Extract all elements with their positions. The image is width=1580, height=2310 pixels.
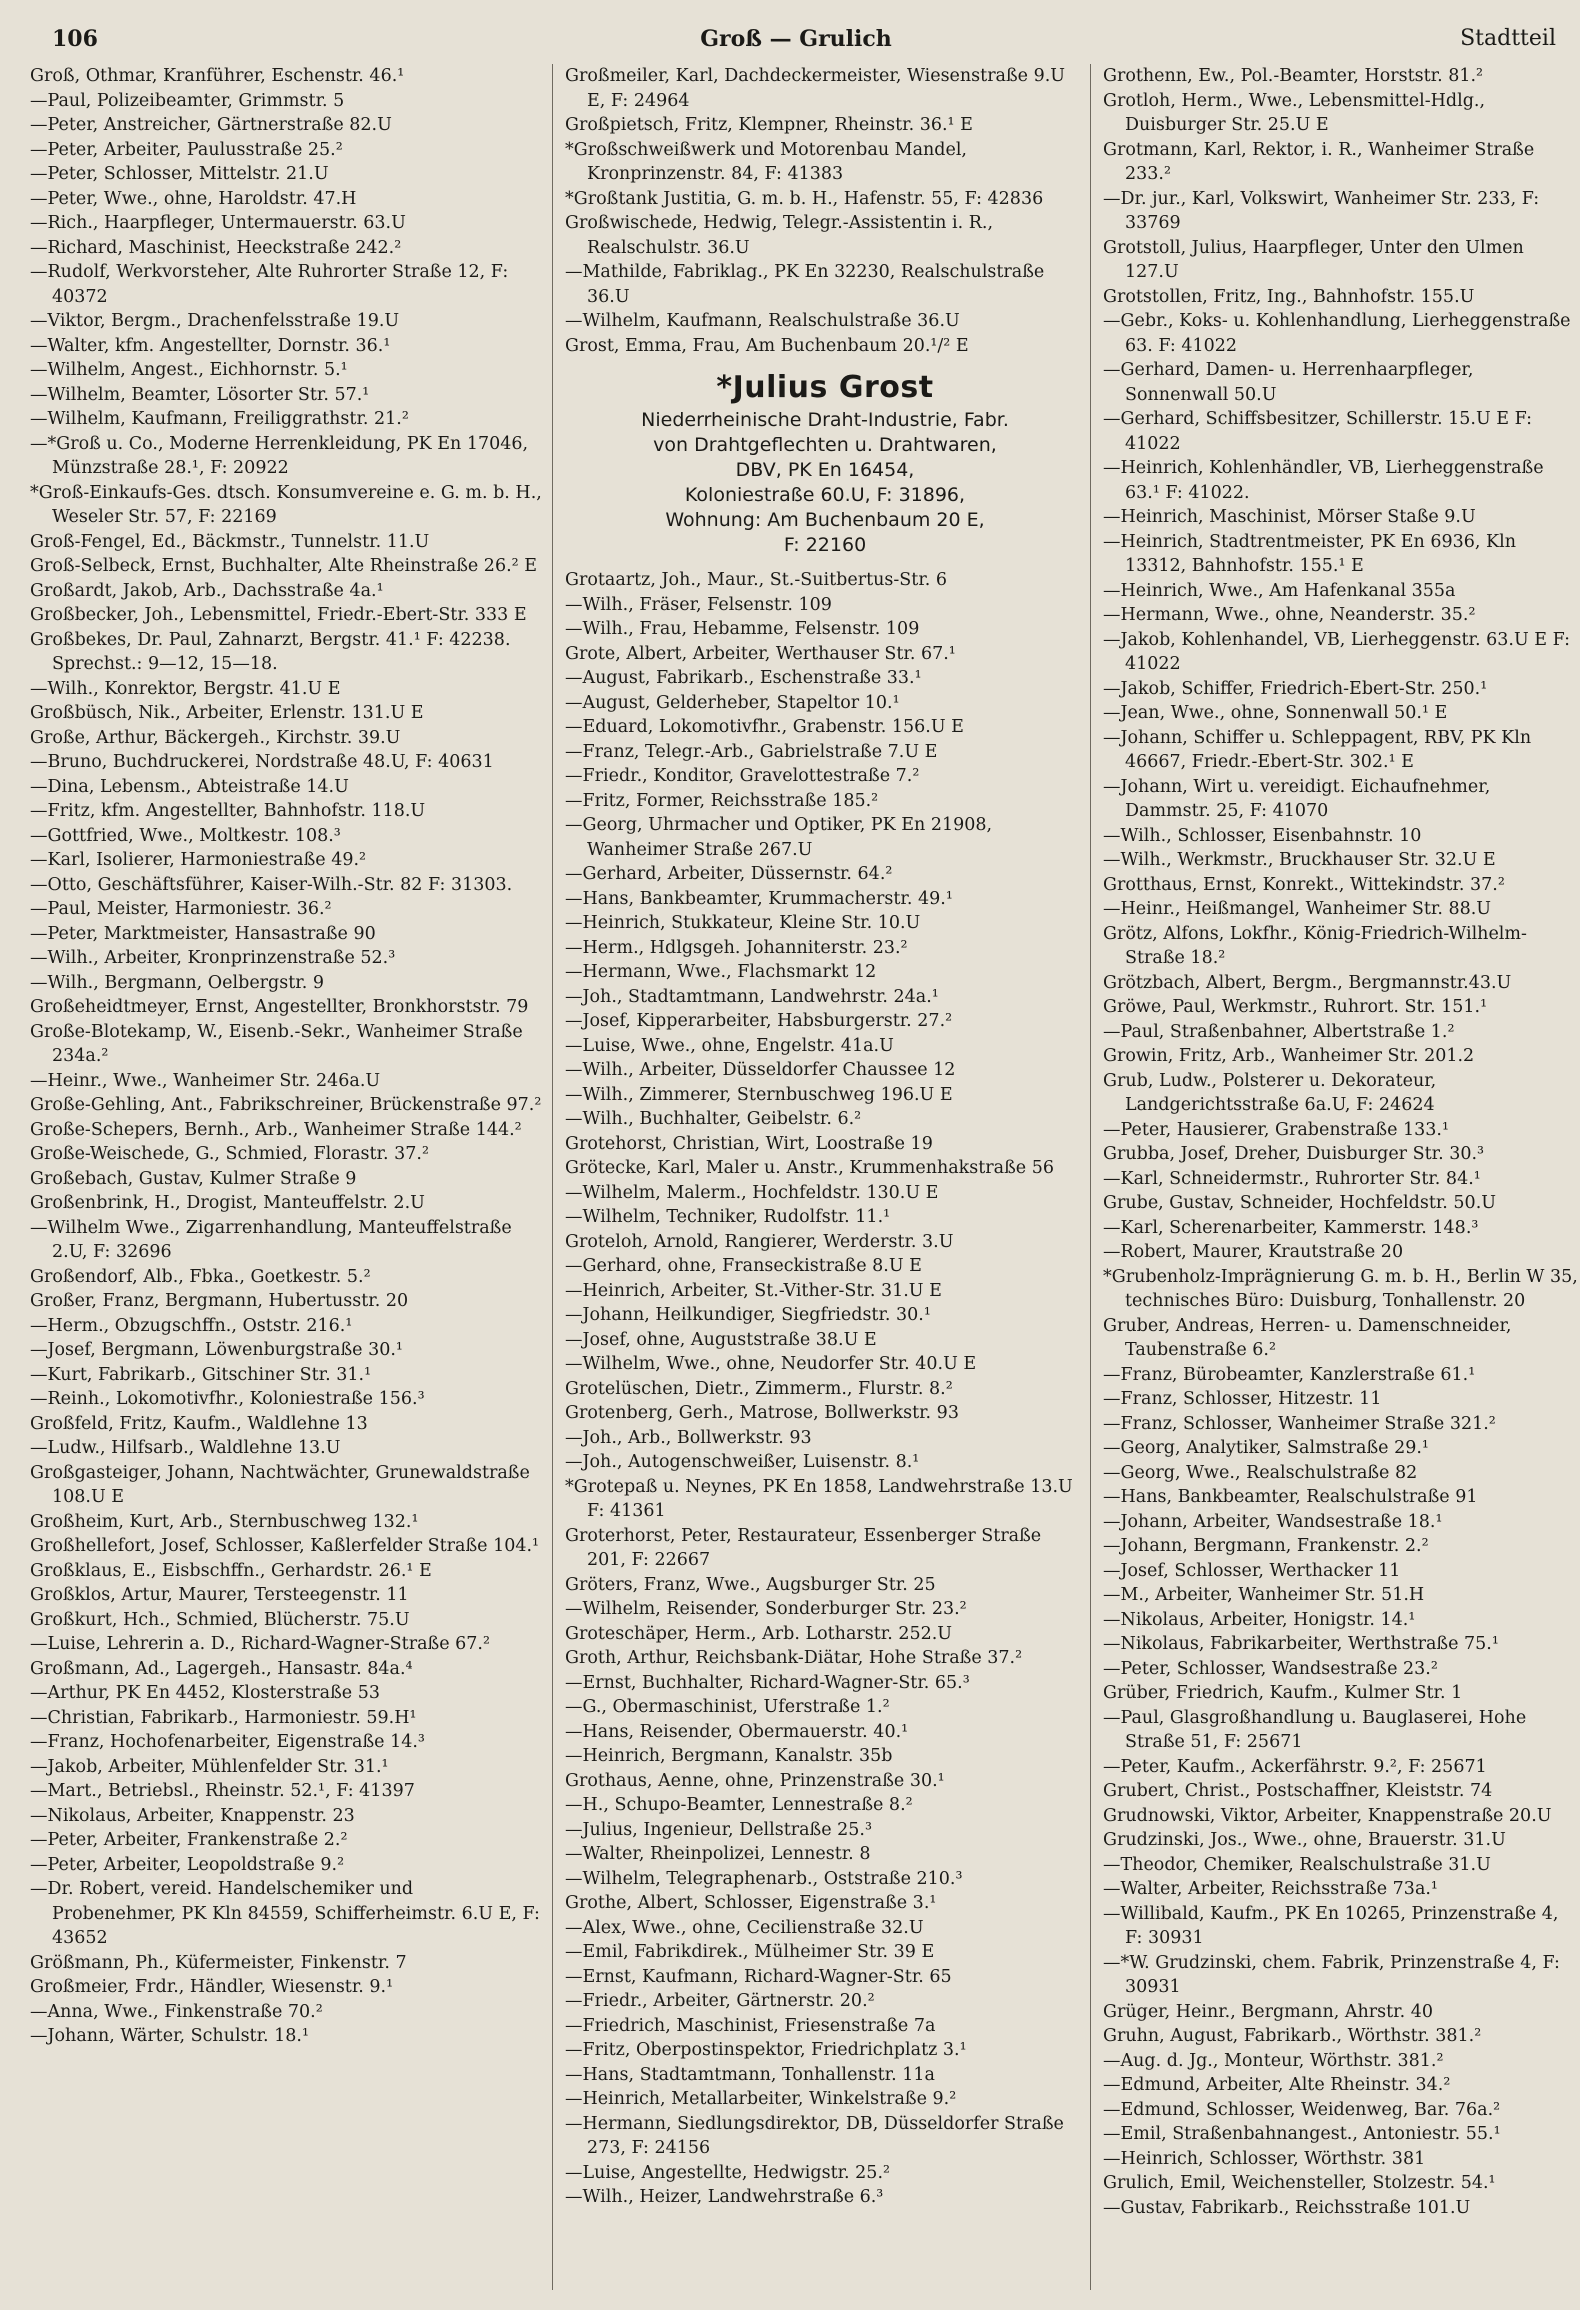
directory-entry: —Wilh., Schlosser, Eisenbahnstr. 10 — [1103, 825, 1422, 846]
directory-entry: —Emil, Fabrikdirek., Mülheimer Str. 39 E — [565, 1942, 935, 1962]
directory-entry: —Nikolaus, Fabrikarbeiter, Werthstraße 75.¹ — [1103, 1634, 1499, 1654]
directory-entry: —Wilh., Buchhalter, Geibelstr. 6.² — [565, 1109, 862, 1129]
entry-list-2b — [565, 568, 1085, 2210]
directory-entry: —Luise, Angestellte, Hedwigstr. 25.² — [565, 2162, 891, 2183]
directory-entry: —Josef, Schlosser, Werthacker 11 — [1103, 1560, 1401, 1581]
directory-entry: —Gerhard, Schiffsbesitzer, Schillerstr. 15.U E F: 41022 — [1103, 409, 1533, 454]
directory-entry: Großmeier, Frdr., Händler, Wiesenstr. 9.¹ — [30, 1977, 394, 1997]
directory-entry: —August, Fabrikarb., Eschenstraße 33.¹ — [565, 668, 922, 688]
column-3 — [1090, 64, 1579, 2290]
directory-entry: Groß-Fengel, Ed., Bäckmstr., Tunnelstr. 11.U — [30, 531, 430, 552]
directory-entry: Großenbrink, H., Drogist, Manteuffelstr. 2.U — [30, 1193, 425, 1213]
directory-entry: —Rudolf, Werkvorsteher, Alte Ruhrorter Straße 12, F: 40372 — [30, 262, 509, 307]
directory-entry: —Emil, Straßenbahnangest., Antoniestr. 55.¹ — [1103, 2124, 1501, 2144]
directory-entry: —Franz, Bürobeamter, Kanzlerstraße 61.¹ — [1103, 1364, 1476, 1385]
directory-entry: —Johann, Wirt u. vereidigt. Eichaufnehmer, Dammstr. 25, F: 41070 — [1103, 776, 1491, 821]
directory-entry: —Mathilde, Fabriklag., PK En 32230, Realschulstraße 36.U — [565, 262, 1045, 307]
directory-entry: —Gustav, Fabrikarb., Reichsstraße 101.U — [1103, 2197, 1471, 2218]
directory-entry: —Heinrich, Bergmann, Kanalstr. 35b — [565, 1746, 893, 1766]
directory-entry: Größmann, Ph., Küfermeister, Finkenstr. 7 — [30, 1952, 407, 1973]
directory-entry: —Franz, Telegr.-Arb., Gabrielstraße 7.U E — [565, 741, 938, 762]
directory-entry: —Peter, Kaufm., Ackerfährstr. 9.², F: 25671 — [1103, 1756, 1487, 1777]
directory-entry: Groterhorst, Peter, Restaurateur, Essenberger Straße 201, F: 22667 — [565, 1525, 1042, 1570]
directory-entry: —Herm., Hdlgsgeh. Johanniterstr. 23.² — [565, 937, 908, 958]
directory-entry: —Willibald, Kaufm., PK En 10265, Prinzenstraße 4, F: 30931 — [1103, 1903, 1559, 1948]
directory-entry: Großfeld, Fritz, Kaufm., Waldlehne 13 — [30, 1413, 368, 1434]
directory-entry: —Friedrich, Maschinist, Friesenstraße 7a — [565, 2015, 936, 2036]
directory-entry: —Julius, Ingenieur, Dellstraße 25.³ — [565, 1819, 873, 1840]
directory-entry: —Peter, Marktmeister, Hansastraße 90 — [30, 923, 376, 944]
directory-entry: Große-Weischede, G., Schmied, Florastr. 37.² — [30, 1144, 429, 1164]
directory-entry: Großbüsch, Nik., Arbeiter, Erlenstr. 131.U E — [30, 703, 424, 723]
directory-entry: —Wilhelm, Techniker, Rudolfstr. 11.¹ — [565, 1207, 891, 1227]
directory-entry: —Gerhard, Arbeiter, Düssernstr. 64.² — [565, 864, 893, 884]
directory-entry: —Friedr., Arbeiter, Gärtnerstr. 20.² — [565, 1991, 875, 2011]
directory-entry: Grotmann, Karl, Rektor, i. R., Wanheimer Straße 233.² — [1103, 139, 1535, 184]
directory-entry: —Reinh., Lokomotivfhr., Koloniestraße 156.³ — [30, 1389, 425, 1409]
directory-entry: Grotenberg, Gerh., Matrose, Bollwerkstr. 93 — [565, 1403, 959, 1423]
directory-entry: Grötecke, Karl, Maler u. Anstr., Krummenhakstraße 56 — [565, 1158, 1054, 1178]
directory-entry: —Heinrich, Stadtrentmeister, PK En 6936, Kln 13312, Bahnhofstr. 155.¹ E — [1103, 531, 1516, 576]
entry-list-3 — [1103, 64, 1579, 2220]
directory-entry: —Wilh., Fräser, Felsenstr. 109 — [565, 594, 832, 615]
directory-entry: Großbekes, Dr. Paul, Zahnarzt, Bergstr. 41.¹ F: 42238. Sprechst.: 9—12, 15—18. — [30, 629, 511, 674]
directory-entry: —Jakob, Arbeiter, Mühlenfelder Str. 31.¹ — [30, 1756, 389, 1777]
directory-entry: Großhellefort, Josef, Schlosser, Kaßlerfelder Straße 104.¹ — [30, 1536, 540, 1556]
directory-entry: —Hans, Bankbeamter, Krummacherstr. 49.¹ — [565, 888, 953, 909]
directory-entry: Grotaartz, Joh., Maur., St.-Suitbertus-Str. 6 — [565, 570, 948, 590]
directory-entry: —Heinrich, Metallarbeiter, Winkelstraße 9.² — [565, 2089, 957, 2109]
directory-entry: —Walter, Arbeiter, Reichsstraße 73a.¹ — [1103, 1879, 1438, 1899]
directory-entry: *Großtank Justitia, G. m. b. H., Hafenstr. 55, F: 42836 — [565, 188, 1044, 209]
directory-entry: Grulich, Emil, Weichensteller, Stolzestr. 54.¹ — [1103, 2173, 1496, 2193]
directory-entry: —Paul, Glasgroßhandlung u. Bauglaserei, Hohe Straße 51, F: 25671 — [1103, 1707, 1527, 1752]
directory-entry: *Großschweißwerk und Motorenbau Mandel, Kronprinzenstr. 84, F: 41383 — [565, 139, 967, 184]
directory-entry: —Hans, Reisender, Obermauerstr. 40.¹ — [565, 1721, 909, 1742]
directory-entry: —Georg, Wwe., Realschulstraße 82 — [1103, 1462, 1418, 1483]
directory-entry: Gröters, Franz, Wwe., Augsburger Str. 25 — [565, 1574, 936, 1595]
directory-entry: Groß, Othmar, Kranführer, Eschenstr. 46.¹ — [30, 66, 405, 86]
directory-entry: —Nikolaus, Arbeiter, Honigstr. 14.¹ — [1103, 1609, 1416, 1630]
directory-entry: Grubert, Christ., Postschaffner, Kleiststr. 74 — [1103, 1781, 1493, 1801]
directory-entry: Große-Blotekamp, W., Eisenb.-Sekr., Wanheimer Straße 234a.² — [30, 1021, 523, 1066]
directory-entry: —Rich., Haarpfleger, Untermauerstr. 63.U — [30, 213, 406, 233]
directory-entry: Großklaus, E., Eisbschffn., Gerhardstr. 26.¹ E — [30, 1560, 432, 1581]
directory-entry: —Ludw., Hilfsarb., Waldlehne 13.U — [30, 1438, 341, 1458]
directory-entry: —Joh., Autogenschweißer, Luisenstr. 8.¹ — [565, 1452, 920, 1472]
directory-entry: —Peter, Anstreicher, Gärtnerstraße 82.U — [30, 115, 392, 135]
entry-list-1 — [30, 64, 542, 2049]
directory-entry: —Peter, Arbeiter, Frankenstraße 2.² — [30, 1830, 348, 1850]
directory-entry: —Jakob, Kohlenhandel, VB, Lierheggenstr. 63.U E F: 41022 — [1103, 629, 1571, 674]
directory-entry: —Gottfried, Wwe., Moltkestr. 108.³ — [30, 825, 341, 846]
directory-entry: —Wilhelm, Telegraphenarb., Oststraße 210.³ — [565, 1868, 963, 1889]
directory-entry: —Richard, Maschinist, Heeckstraße 242.² — [30, 237, 402, 258]
directory-entry: —Joh., Stadtamtmann, Landwehrstr. 24a.¹ — [565, 986, 939, 1007]
directory-entry: Gruhn, August, Fabrikarb., Wörthstr. 381.² — [1103, 2026, 1482, 2046]
directory-entry: —Karl, Schneidermstr., Ruhrorter Str. 84.¹ — [1103, 1168, 1481, 1189]
advertisement-julius-grost — [565, 368, 1085, 558]
directory-entry: —Dr. jur., Karl, Volkswirt, Wanheimer Str. 233, F: 33769 — [1103, 188, 1540, 233]
directory-entry: —Georg, Analytiker, Salmstraße 29.¹ — [1103, 1438, 1429, 1458]
directory-entry: Grotstollen, Fritz, Ing., Bahnhofstr. 155.U — [1103, 286, 1475, 307]
directory-entry: —Paul, Straßenbahner, Albertstraße 1.² — [1103, 1021, 1455, 1042]
directory-entry: Grotehorst, Christian, Wirt, Loostraße 19 — [565, 1133, 933, 1154]
directory-entry: —Peter, Wwe., ohne, Haroldstr. 47.H — [30, 188, 357, 209]
directory-entry: Grub, Ludw., Polsterer u. Dekorateur, Landgerichtsstraße 6a.U, F: 24624 — [1103, 1070, 1437, 1115]
directory-entry: —Mart., Betriebsl., Rheinstr. 52.¹, F: 41397 — [30, 1781, 415, 1801]
directory-entry: —Anna, Wwe., Finkenstraße 70.² — [30, 2001, 323, 2022]
directory-entry: Großmeiler, Karl, Dachdeckermeister, Wiesenstraße 9.U E, F: 24964 — [565, 66, 1066, 111]
ad-line-3: DBV, PK En 16454, — [735, 459, 915, 481]
directory-entry: Großeheidtmeyer, Ernst, Angestellter, Bronkhorststr. 79 — [30, 997, 529, 1017]
directory-entry: —Wilhelm, Beamter, Lösorter Str. 57.¹ — [30, 384, 370, 405]
directory-entry: —Heinr., Heißmangel, Wanheimer Str. 88.U — [1103, 899, 1492, 919]
directory-entry: —Jean, Wwe., ohne, Sonnenwall 50.¹ E — [1103, 703, 1448, 723]
directory-entry: —Nikolaus, Arbeiter, Knappenstr. 23 — [30, 1805, 355, 1826]
directory-entry: Grötz, Alfons, Lokfhr., König-Friedrich-Wilhelm-Straße 18.² — [1103, 923, 1527, 968]
directory-entry: Große-Schepers, Bernh., Arb., Wanheimer Straße 144.² — [30, 1119, 522, 1140]
directory-entry: Grudnowski, Viktor, Arbeiter, Knappenstraße 20.U — [1103, 1805, 1552, 1826]
directory-entry: —Josef, Kipperarbeiter, Habsburgerstr. 27.² — [565, 1011, 953, 1031]
page-header — [36, 26, 1556, 56]
directory-entry: —Otto, Geschäftsführer, Kaiser-Wilh.-Str. 82 F: 31303. — [30, 874, 513, 895]
page-number: 106 — [52, 26, 98, 52]
directory-entry: —Viktor, Bergm., Drachenfelsstraße 19.U — [30, 311, 400, 331]
directory-entry: —Franz, Schlosser, Hitzestr. 11 — [1103, 1389, 1382, 1409]
directory-entry: —Arthur, PK En 4452, Klosterstraße 53 — [30, 1683, 380, 1703]
directory-entry: —Johann, Wärter, Schulstr. 18.¹ — [30, 2026, 310, 2046]
directory-entry: —Georg, Uhrmacher und Optiker, PK En 21908, Wanheimer Straße 267.U — [565, 815, 993, 860]
directory-entry: —Hermann, Wwe., ohne, Neanderstr. 35.² — [1103, 605, 1476, 625]
directory-entry: —Wilh., Konrektor, Bergstr. 41.U E — [30, 678, 341, 699]
directory-entry: —Wilh., Werkmstr., Bruckhauser Str. 32.U E — [1103, 850, 1496, 870]
directory-entry: Grost, Emma, Frau, Am Buchenbaum 20.¹/² E — [565, 335, 969, 356]
directory-entry: —Wilh., Frau, Hebamme, Felsenstr. 109 — [565, 619, 920, 639]
directory-entry: Groth, Arthur, Reichsbank-Diätar, Hohe Straße 37.² — [565, 1648, 1023, 1668]
directory-entry: *Grotepaß u. Neynes, PK En 1858, Landwehrstraße 13.U F: 41361 — [565, 1476, 1073, 1521]
directory-entry: —M., Arbeiter, Wanheimer Str. 51.H — [1103, 1585, 1425, 1605]
directory-entry: Großheim, Kurt, Arb., Sternbuschweg 132.¹ — [30, 1511, 419, 1532]
directory-entry: Großmann, Ad., Lagergeh., Hansastr. 84a.⁴ — [30, 1658, 413, 1679]
directory-entry: —Alex, Wwe., ohne, Cecilienstraße 32.U — [565, 1917, 924, 1938]
directory-columns — [30, 64, 1578, 2290]
directory-entry: Großwischede, Hedwig, Telegr.-Assistentin i. R., Realschulstr. 36.U — [565, 213, 994, 258]
directory-entry: Große, Arthur, Bäckergeh., Kirchstr. 39.U — [30, 727, 401, 748]
directory-entry: —Wilh., Zimmerer, Sternbuschweg 196.U E — [565, 1084, 953, 1105]
directory-entry: Grube, Gustav, Schneider, Hochfeldstr. 50.U — [1103, 1193, 1497, 1213]
directory-entry: —Peter, Arbeiter, Leopoldstraße 9.² — [30, 1854, 345, 1875]
directory-entry: —Wilh., Heizer, Landwehrstraße 6.³ — [565, 2187, 884, 2207]
ad-line-4: Koloniestraße 60.U, F: 31896, — [684, 484, 966, 506]
column-1 — [30, 64, 542, 2290]
directory-entry: Grubba, Josef, Dreher, Duisburger Str. 30.³ — [1103, 1144, 1485, 1164]
directory-entry: Großgasteiger, Johann, Nachtwächter, Grunewaldstraße 108.U E — [30, 1462, 530, 1507]
directory-entry: —Wilhelm, Angest., Eichhornstr. 5.¹ — [30, 360, 348, 380]
directory-entry: —Hermann, Siedlungsdirektor, DB, Düsseldorfer Straße 273, F: 24156 — [565, 2113, 1064, 2158]
directory-entry: —Walter, Rheinpolizei, Lennestr. 8 — [565, 1844, 871, 1864]
directory-entry: Gröwe, Paul, Werkmstr., Ruhrort. Str. 151.¹ — [1103, 997, 1488, 1017]
directory-entry: Großendorf, Alb., Fbka., Goetkestr. 5.² — [30, 1266, 371, 1287]
column-2 — [552, 64, 1085, 2290]
directory-entry: —Fritz, Former, Reichsstraße 185.² — [565, 790, 879, 811]
directory-entry: —Johann, Heilkundiger, Siegfriedstr. 30.¹ — [565, 1305, 931, 1325]
directory-entry: —Robert, Maurer, Krautstraße 20 — [1103, 1242, 1404, 1262]
directory-entry: —Eduard, Lokomotivfhr., Grabenstr. 156.U E — [565, 717, 964, 737]
name-range-heading: Groß — Grulich — [700, 26, 892, 52]
directory-entry: —Friedr., Konditor, Gravelottestraße 7.² — [565, 766, 920, 786]
directory-entry: —Heinrich, Wwe., Am Hafenkanal 355a — [1103, 580, 1456, 601]
directory-entry: —Hans, Bankbeamter, Realschulstraße 91 — [1103, 1487, 1478, 1507]
directory-entry: Grötzbach, Albert, Bergm., Bergmannstr.43.U — [1103, 972, 1512, 993]
directory-entry: —Wilh., Arbeiter, Düsseldorfer Chaussee 12 — [565, 1060, 956, 1080]
directory-entry: —Wilhelm Wwe., Zigarrenhandlung, Manteuffelstraße 2.U, F: 32696 — [30, 1217, 512, 1262]
directory-entry: —Peter, Hausierer, Grabenstraße 133.¹ — [1103, 1119, 1450, 1140]
directory-entry: —Kurt, Fabrikarb., Gitschiner Str. 31.¹ — [30, 1364, 372, 1385]
directory-entry: —Karl, Scherenarbeiter, Kammerstr. 148.³ — [1103, 1217, 1479, 1238]
directory-entry: —Herm., Obzugschffn., Oststr. 216.¹ — [30, 1315, 353, 1336]
directory-entry: —Ernst, Kaufmann, Richard-Wagner-Str. 65 — [565, 1966, 952, 1987]
directory-entry: —Wilhelm, Malerm., Hochfeldstr. 130.U E — [565, 1182, 939, 1203]
directory-entry: Grotstoll, Julius, Haarpfleger, Unter den Ulmen 127.U — [1103, 237, 1524, 282]
ad-company-name: *Julius Grost — [716, 370, 934, 405]
directory-entry: —Josef, ohne, Auguststraße 38.U E — [565, 1329, 877, 1350]
directory-entry: —Wilh., Bergmann, Oelbergstr. 9 — [30, 972, 324, 993]
directory-entry: —Jakob, Schiffer, Friedrich-Ebert-Str. 250.¹ — [1103, 678, 1488, 699]
directory-entry: Groteschäper, Herm., Arb. Lotharstr. 252.U — [565, 1623, 953, 1644]
directory-entry: —Wilh., Arbeiter, Kronprinzenstraße 52.³ — [30, 948, 396, 968]
directory-entry: *Grubenholz-Imprägnierung G. m. b. H., Berlin W 35, technisches Büro: Duisburg, Tonhallenstr. 20 — [1103, 1266, 1578, 1311]
directory-entry: —Dina, Lebensm., Abteistraße 14.U — [30, 776, 349, 797]
directory-entry: Großebach, Gustav, Kulmer Straße 9 — [30, 1168, 357, 1189]
directory-entry: —Heinrich, Arbeiter, St.-Vither-Str. 31.U E — [565, 1280, 942, 1301]
directory-entry: —Fritz, Oberpostinspektor, Friedrichplatz 3.¹ — [565, 2040, 967, 2060]
directory-entry: Grote, Albert, Arbeiter, Werthauser Str. 67.¹ — [565, 643, 956, 664]
directory-entry: Großklos, Artur, Maurer, Tersteegenstr. 11 — [30, 1585, 409, 1605]
directory-entry: —Johann, Bergmann, Frankenstr. 2.² — [1103, 1536, 1429, 1556]
directory-entry: Gruber, Andreas, Herren- u. Damenschneider, Taubenstraße 6.² — [1103, 1315, 1512, 1360]
directory-entry: —Heinr., Wwe., Wanheimer Str. 246a.U — [30, 1070, 381, 1091]
directory-entry: —Christian, Fabrikarb., Harmoniestr. 59.H¹ — [30, 1707, 417, 1728]
directory-entry: Grüber, Friedrich, Kaufm., Kulmer Str. 1 — [1103, 1683, 1463, 1703]
directory-entry: Grudzinski, Jos., Wwe., ohne, Brauerstr. 31.U — [1103, 1830, 1506, 1850]
directory-entry: —Wilhelm, Kaufmann, Freiliggrathstr. 21.² — [30, 409, 409, 429]
directory-entry: Groß-Selbeck, Ernst, Buchhalter, Alte Rheinstraße 26.² E — [30, 556, 537, 576]
directory-entry: Großbecker, Joh., Lebensmittel, Friedr.-Ebert-Str. 333 E — [30, 605, 527, 625]
directory-entry: Große-Gehling, Ant., Fabrikschreiner, Brückenstraße 97.² — [30, 1095, 542, 1115]
directory-entry: —Josef, Bergmann, Löwenburgstraße 30.¹ — [30, 1340, 403, 1360]
directory-entry: —Paul, Polizeibeamter, Grimmstr. 5 — [30, 90, 345, 111]
directory-entry: —Paul, Meister, Harmoniestr. 36.² — [30, 899, 332, 919]
directory-entry: Grothenn, Ew., Pol.-Beamter, Horststr. 81.² — [1103, 66, 1484, 86]
ad-line-6: F: 22160 — [783, 534, 867, 556]
directory-entry: —G., Obermaschinist, Uferstraße 1.² — [565, 1697, 890, 1717]
directory-entry: Grothe, Albert, Schlosser, Eigenstraße 3.¹ — [565, 1893, 937, 1913]
directory-entry: —Gerhard, Damen- u. Herrenhaarpfleger, Sonnenwall 50.U — [1103, 360, 1474, 405]
directory-entry: —Heinrich, Schlosser, Wörthstr. 381 — [1103, 2148, 1426, 2169]
ad-line-2: von Drahtgeflechten u. Drahtwaren, — [653, 434, 997, 456]
directory-entry: —Ernst, Buchhalter, Richard-Wagner-Str. 65.³ — [565, 1672, 970, 1693]
directory-entry: —Edmund, Arbeiter, Alte Rheinstr. 34.² — [1103, 2075, 1451, 2095]
directory-entry: —H., Schupo-Beamter, Lennestraße 8.² — [565, 1795, 913, 1815]
directory-entry: Großpietsch, Fritz, Klempner, Rheinstr. 36.¹ E — [565, 115, 973, 135]
directory-entry: —Gebr., Koks- u. Kohlenhandlung, Lierheggenstraße 63. F: 41022 — [1103, 311, 1571, 356]
directory-entry: —Peter, Arbeiter, Paulusstraße 25.² — [30, 139, 343, 160]
directory-entry: —Wilhelm, Reisender, Sonderburger Str. 23.² — [565, 1599, 967, 1619]
directory-entry: —Bruno, Buchdruckerei, Nordstraße 48.U, F: 40631 — [30, 752, 494, 772]
directory-entry: Großer, Franz, Bergmann, Hubertusstr. 20 — [30, 1291, 409, 1311]
directory-entry: —Peter, Schlosser, Wandsestraße 23.² — [1103, 1658, 1438, 1679]
directory-entry: Großkurt, Hch., Schmied, Blücherstr. 75.U — [30, 1609, 410, 1630]
directory-entry: Grotthaus, Ernst, Konrekt., Wittekindstr. 37.² — [1103, 874, 1505, 895]
directory-entry: —Franz, Schlosser, Wanheimer Straße 321.² — [1103, 1413, 1496, 1434]
directory-entry: Grotloh, Herm., Wwe., Lebensmittel-Hdlg., Duisburger Str. 25.U E — [1103, 90, 1486, 135]
directory-entry: —Karl, Isolierer, Harmoniestraße 49.² — [30, 850, 367, 870]
directory-entry: —August, Gelderheber, Stapeltor 10.¹ — [565, 692, 900, 713]
directory-entry: Growin, Fritz, Arb., Wanheimer Str. 201.2 — [1103, 1046, 1475, 1066]
directory-entry: —Hermann, Wwe., Flachsmarkt 12 — [565, 962, 877, 982]
directory-entry: —Luise, Wwe., ohne, Engelstr. 41a.U — [565, 1035, 894, 1056]
directory-entry: —Peter, Schlosser, Mittelstr. 21.U — [30, 164, 329, 184]
directory-entry: —Heinrich, Kohlenhändler, VB, Lierheggenstraße 63.¹ F: 41022. — [1103, 458, 1544, 503]
directory-entry: —Fritz, kfm. Angestellter, Bahnhofstr. 118.U — [30, 801, 426, 821]
directory-entry: Groteloh, Arnold, Rangierer, Werderstr. 3.U — [565, 1231, 954, 1252]
directory-entry: —Johann, Arbeiter, Wandsestraße 18.¹ — [1103, 1511, 1443, 1532]
directory-entry: —Gerhard, ohne, Franseckistraße 8.U E — [565, 1256, 922, 1276]
directory-entry: —Edmund, Schlosser, Weidenweg, Bar. 76a.² — [1103, 2099, 1501, 2120]
directory-entry: —Hans, Stadtamtmann, Tonhallenstr. 11a — [565, 2064, 935, 2085]
directory-entry: Grüger, Heinr., Bergmann, Ahrstr. 40 — [1103, 2001, 1433, 2022]
section-label: Stadtteil — [1460, 26, 1556, 51]
directory-entry: —Aug. d. Jg., Monteur, Wörthstr. 381.² — [1103, 2050, 1444, 2071]
directory-entry: —Luise, Lehrerin a. D., Richard-Wagner-Straße 67.² — [30, 1634, 490, 1654]
directory-entry: —Franz, Hochofenarbeiter, Eigenstraße 14.³ — [30, 1732, 425, 1752]
directory-entry: —Dr. Robert, vereid. Handelschemiker und Probenehmer, PK Kln 84559, Schifferheimstr. 6.U E, F: 43652 — [30, 1879, 540, 1948]
directory-entry: Grotelüschen, Dietr., Zimmerm., Flurstr. 8.² — [565, 1378, 953, 1399]
directory-entry: *Groß-Einkaufs-Ges. dtsch. Konsumvereine e. G. m. b. H., Weseler Str. 57, F: 22169 — [30, 482, 542, 527]
directory-entry: —Johann, Schiffer u. Schleppagent, RBV, PK Kln 46667, Friedr.-Ebert-Str. 302.¹ E — [1103, 727, 1532, 772]
directory-entry: —*W. Grudzinski, chem. Fabrik, Prinzenstraße 4, F: 30931 — [1103, 1952, 1560, 1997]
ad-line-5: Wohnung: Am Buchenbaum 20 E, — [665, 509, 985, 531]
directory-entry: —Walter, kfm. Angestellter, Dornstr. 36.¹ — [30, 335, 391, 356]
directory-entry: —Wilhelm, Kaufmann, Realschulstraße 36.U — [565, 311, 960, 331]
entry-list-2a — [565, 64, 1085, 358]
directory-entry: —Joh., Arb., Bollwerkstr. 93 — [565, 1427, 812, 1448]
directory-entry: —Theodor, Chemiker, Realschulstraße 31.U — [1103, 1854, 1491, 1875]
directory-entry: Grothaus, Aenne, ohne, Prinzenstraße 30.¹ — [565, 1770, 945, 1791]
directory-entry: —*Groß u. Co., Moderne Herrenkleidung, PK En 17046, Münzstraße 28.¹, F: 20922 — [30, 433, 529, 478]
directory-entry: Großardt, Jakob, Arb., Dachsstraße 4a.¹ — [30, 580, 384, 601]
directory-entry: —Heinrich, Stukkateur, Kleine Str. 10.U — [565, 913, 921, 933]
directory-entry: —Wilhelm, Wwe., ohne, Neudorfer Str. 40.U E — [565, 1354, 977, 1374]
ad-line-1: Niederrheinische Draht-Industrie, Fabr. — [641, 409, 1009, 431]
directory-entry: —Heinrich, Maschinist, Mörser Staße 9.U — [1103, 507, 1476, 527]
